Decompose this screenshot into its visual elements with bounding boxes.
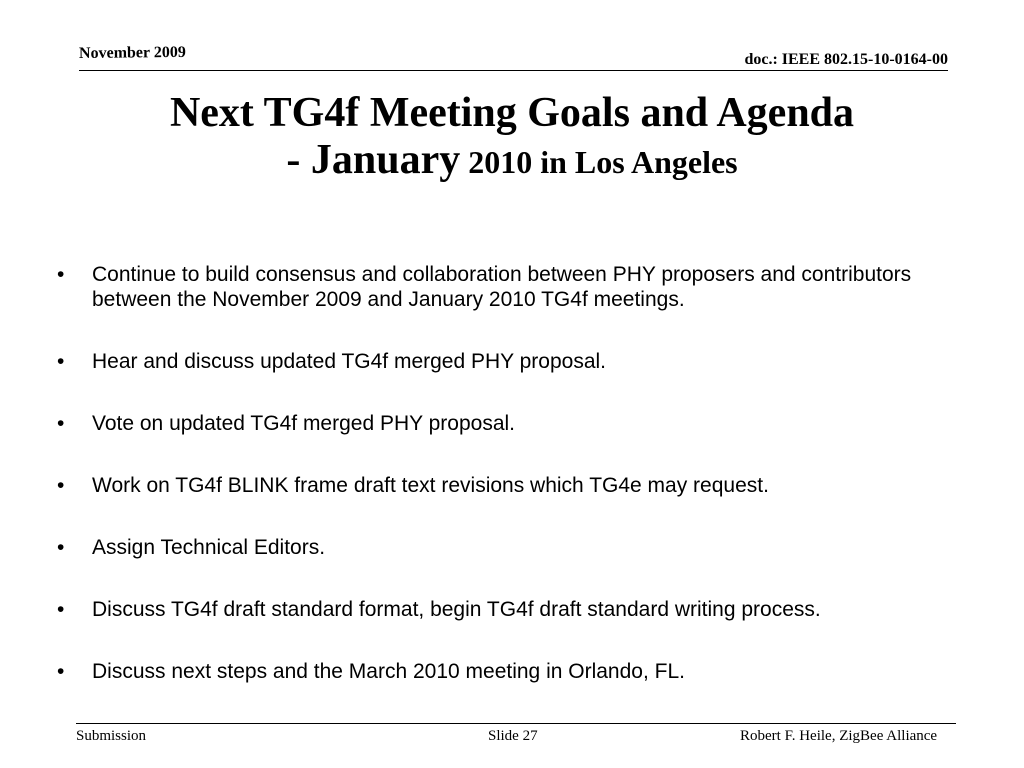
- title-line-2-small: 2010 in Los Angeles: [460, 144, 738, 180]
- footer-slide-number: Slide 27: [488, 728, 538, 744]
- bullet-icon: •: [57, 350, 65, 373]
- bullet-icon: •: [57, 412, 65, 435]
- list-item: [57, 349, 977, 374]
- list-item: [57, 473, 977, 498]
- bullet-icon: •: [57, 598, 65, 621]
- title-line-2: [0, 138, 1024, 191]
- list-item-text: Hear and discuss updated TG4f merged PHY proposal.: [92, 350, 607, 373]
- list-item-text: Continue to build consensus and collaboration between PHY proposers and contributors between the November 2009 and January 2010 TG4f meetings.: [92, 263, 912, 311]
- footer-submission: Submission: [76, 728, 147, 744]
- bullet-icon: •: [57, 263, 65, 286]
- title-line-2-large: - January: [286, 137, 461, 183]
- list-item-text: Vote on updated TG4f merged PHY proposal.: [92, 412, 516, 435]
- agenda-list: [57, 262, 977, 721]
- list-item: [57, 659, 977, 684]
- list-item-text: Assign Technical Editors.: [92, 536, 326, 559]
- list-item-text: Work on TG4f BLINK frame draft text revisions which TG4e may request.: [92, 474, 769, 497]
- list-item: [57, 597, 977, 622]
- bullet-icon: •: [57, 536, 65, 559]
- bullet-icon: •: [57, 474, 65, 497]
- footer-author: Robert F. Heile, ZigBee Alliance: [740, 728, 938, 744]
- title-line-1: Next TG4f Meeting Goals and Agenda: [169, 90, 855, 136]
- list-item: [57, 262, 977, 312]
- footer-divider: [76, 723, 956, 724]
- list-item: [57, 411, 977, 436]
- header-divider: [79, 70, 948, 71]
- list-item-text: Discuss next steps and the March 2010 meeting in Orlando, FL.: [92, 660, 685, 683]
- bullet-icon: •: [57, 660, 65, 683]
- header-doc-id: doc.: IEEE 802.15-10-0164-00: [744, 51, 948, 68]
- list-item-text: Discuss TG4f draft standard format, begin TG4f draft standard writing process.: [92, 598, 821, 621]
- header-date: November 2009: [78, 43, 186, 62]
- slide-title: [0, 88, 1024, 191]
- list-item: [57, 535, 977, 560]
